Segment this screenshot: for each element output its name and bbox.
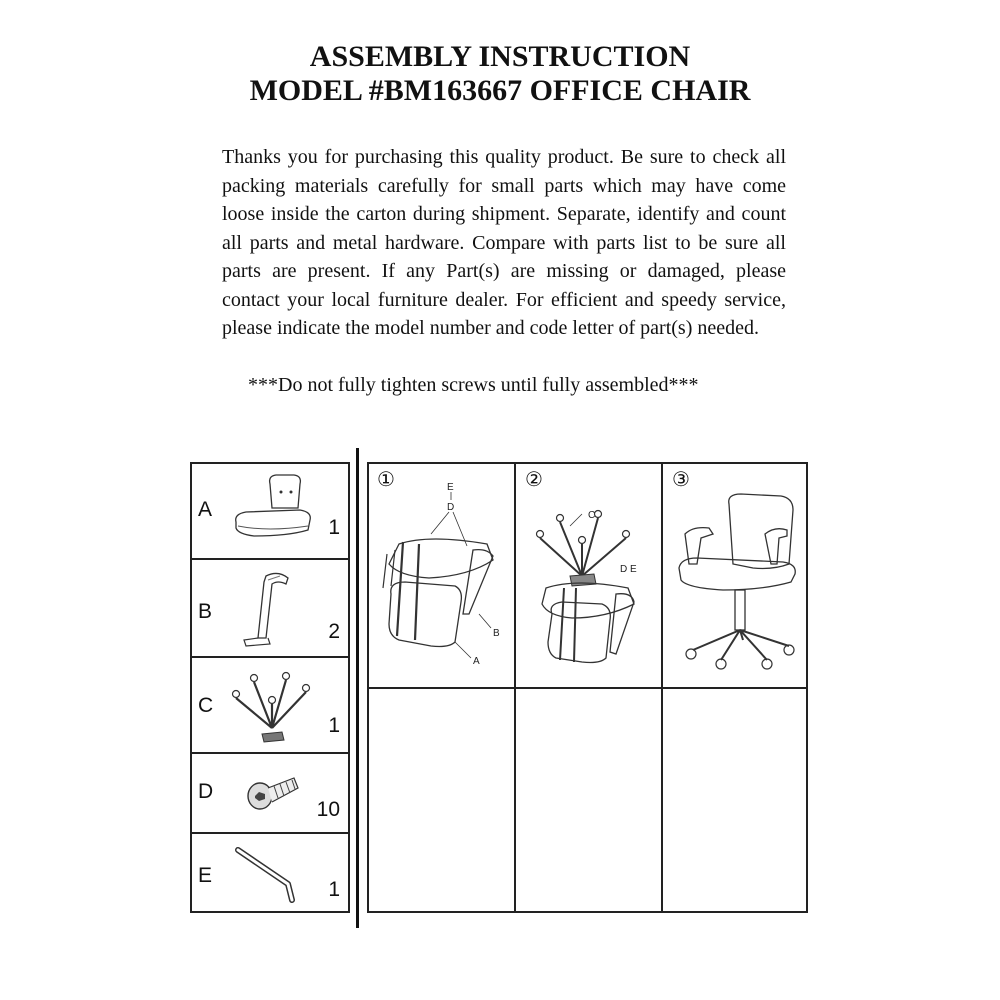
armrest-icon — [236, 568, 306, 650]
step-2-number: ② — [525, 467, 543, 491]
step-2-diagram — [516, 464, 661, 686]
page-title: ASSEMBLY INSTRUCTION — [309, 40, 691, 73]
step-3-number: ③ — [672, 467, 690, 491]
label-c: C — [588, 510, 596, 521]
part-letter: E — [198, 864, 213, 887]
grid-line — [369, 687, 806, 689]
part-row-d — [192, 754, 348, 834]
assembly-steps — [367, 462, 808, 913]
caster-base-icon — [226, 668, 318, 748]
tighten-note: ***Do not fully tighten screws until fully assembled*** — [248, 374, 699, 396]
label-d: D — [620, 564, 628, 575]
part-letter: D — [198, 780, 214, 803]
part-row-e — [192, 834, 348, 911]
label-d: D — [447, 502, 455, 513]
part-row-b — [192, 560, 348, 658]
part-qty: 10 — [316, 798, 340, 821]
label-b: B — [493, 628, 500, 639]
bolt-icon — [244, 768, 304, 814]
label-a: A — [473, 656, 480, 667]
part-row-a — [192, 464, 348, 560]
step-1-diagram — [369, 464, 514, 686]
step-1-number: ① — [377, 467, 395, 491]
step-3-diagram — [663, 464, 808, 686]
part-qty: 1 — [328, 714, 340, 737]
label-e: E — [630, 564, 637, 575]
intro-paragraph: Thanks you for purchasing this quality product. Be sure to check all packing materials carefully for small parts which may have come loose inside the carton during shipment. Separate, identify and count all parts and metal hardware. Compare with parts list to be sure all parts are present. If any Part(s) are missing or damaged, please contact your local furniture dealer. For efficient and speedy service, please indicate the model number and code letter of part(s) needed. — [222, 146, 786, 339]
part-letter: B — [198, 600, 213, 623]
part-letter: C — [198, 694, 214, 717]
part-row-c — [192, 658, 348, 754]
label-d-e — [620, 564, 637, 575]
part-letter: A — [198, 498, 213, 521]
part-qty: 2 — [328, 620, 340, 643]
allen-key-icon — [232, 840, 312, 906]
part-qty: 1 — [328, 878, 340, 901]
part-qty: 1 — [328, 516, 340, 539]
section-divider — [356, 448, 359, 928]
label-e: E — [447, 482, 454, 493]
parts-list — [190, 462, 350, 913]
seat-backrest-icon — [228, 470, 318, 550]
model-title: MODEL #BM163667 OFFICE CHAIR — [249, 74, 751, 107]
